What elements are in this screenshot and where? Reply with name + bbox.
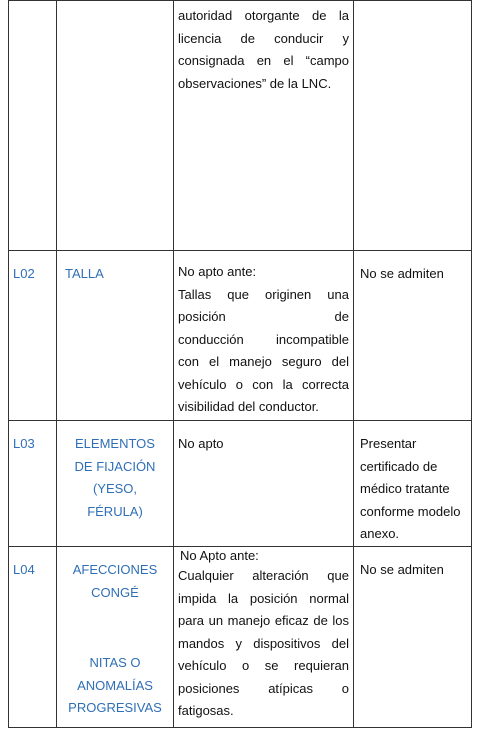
requirement-line: No se admiten (360, 562, 444, 577)
title-line (57, 604, 173, 652)
title-line: CONGÉ (91, 584, 139, 600)
requirement-line: certificado de (360, 458, 438, 474)
description-line: licencia de conducir y (178, 30, 349, 46)
title-line: TALLA (65, 266, 104, 281)
description-cell (174, 251, 354, 421)
code-cell (9, 1, 57, 251)
description-line: posiciones atípicas o (178, 680, 349, 696)
code-cell: L03 (9, 421, 57, 547)
description-line: Cualquier alteración que (178, 568, 349, 583)
description-cell (174, 547, 354, 728)
requirement-line: anexo. (360, 526, 400, 541)
description-line: vehículo o se requieran (178, 658, 349, 673)
description-line: consignada en el “campo (178, 53, 349, 68)
description-line: observaciones” de la LNC. (178, 75, 332, 91)
requirement-cell (354, 421, 472, 547)
requirement-line: conforme modelo (360, 503, 461, 519)
title-cell (57, 1, 174, 251)
title-line: (YESO, (92, 481, 138, 496)
description-line: conducción incompatible (178, 331, 349, 347)
requirements-table (8, 0, 472, 728)
description-cell (174, 1, 354, 251)
title-line: AFECCIONES (72, 562, 158, 577)
title-line: ANOMALÍAS (77, 677, 153, 693)
title-cell (57, 421, 174, 547)
description-line: con el manejo seguro del (178, 354, 349, 369)
description-line: mandos y dispositivos del (178, 635, 349, 651)
table-row (9, 251, 472, 421)
title-cell (57, 251, 174, 421)
title-line: ELEMENTOS (75, 436, 155, 451)
title-cell (57, 547, 174, 728)
description-line: impida la posición normal (178, 590, 349, 606)
description-line: fatigosas. (178, 703, 234, 718)
description-line: autoridad otorgante de la (178, 8, 349, 23)
title-line: FÉRULA) (87, 503, 143, 519)
description-line: para un manejo eficaz de los (178, 613, 349, 628)
title-line: DE FIJACIÓN (74, 458, 156, 474)
description-cell (174, 421, 354, 547)
table-row (9, 421, 472, 547)
table-row (9, 1, 472, 251)
code-cell: L04 (9, 547, 57, 728)
title-line: NITAS O (89, 655, 141, 670)
description-line: No apto (178, 436, 224, 451)
description-line: visibilidad del conductor. (178, 399, 319, 414)
description-line: No Apto ante: (180, 548, 259, 563)
description-line: posición de (178, 309, 349, 324)
description-line: vehículo o con la correcta (178, 376, 349, 392)
requirement-cell (354, 251, 472, 421)
requirement-line: médico tratante (360, 481, 450, 496)
requirement-line: No se admiten (360, 266, 444, 281)
title-line: PROGRESIVAS (68, 700, 162, 715)
requirement-cell (354, 547, 472, 728)
table-row (9, 547, 472, 728)
code-cell: L02 (9, 251, 57, 421)
requirement-line: Presentar (360, 436, 417, 451)
description-line: No apto ante: (178, 264, 257, 279)
requirement-cell (354, 1, 472, 251)
description-line: Tallas que originen una (178, 286, 349, 302)
